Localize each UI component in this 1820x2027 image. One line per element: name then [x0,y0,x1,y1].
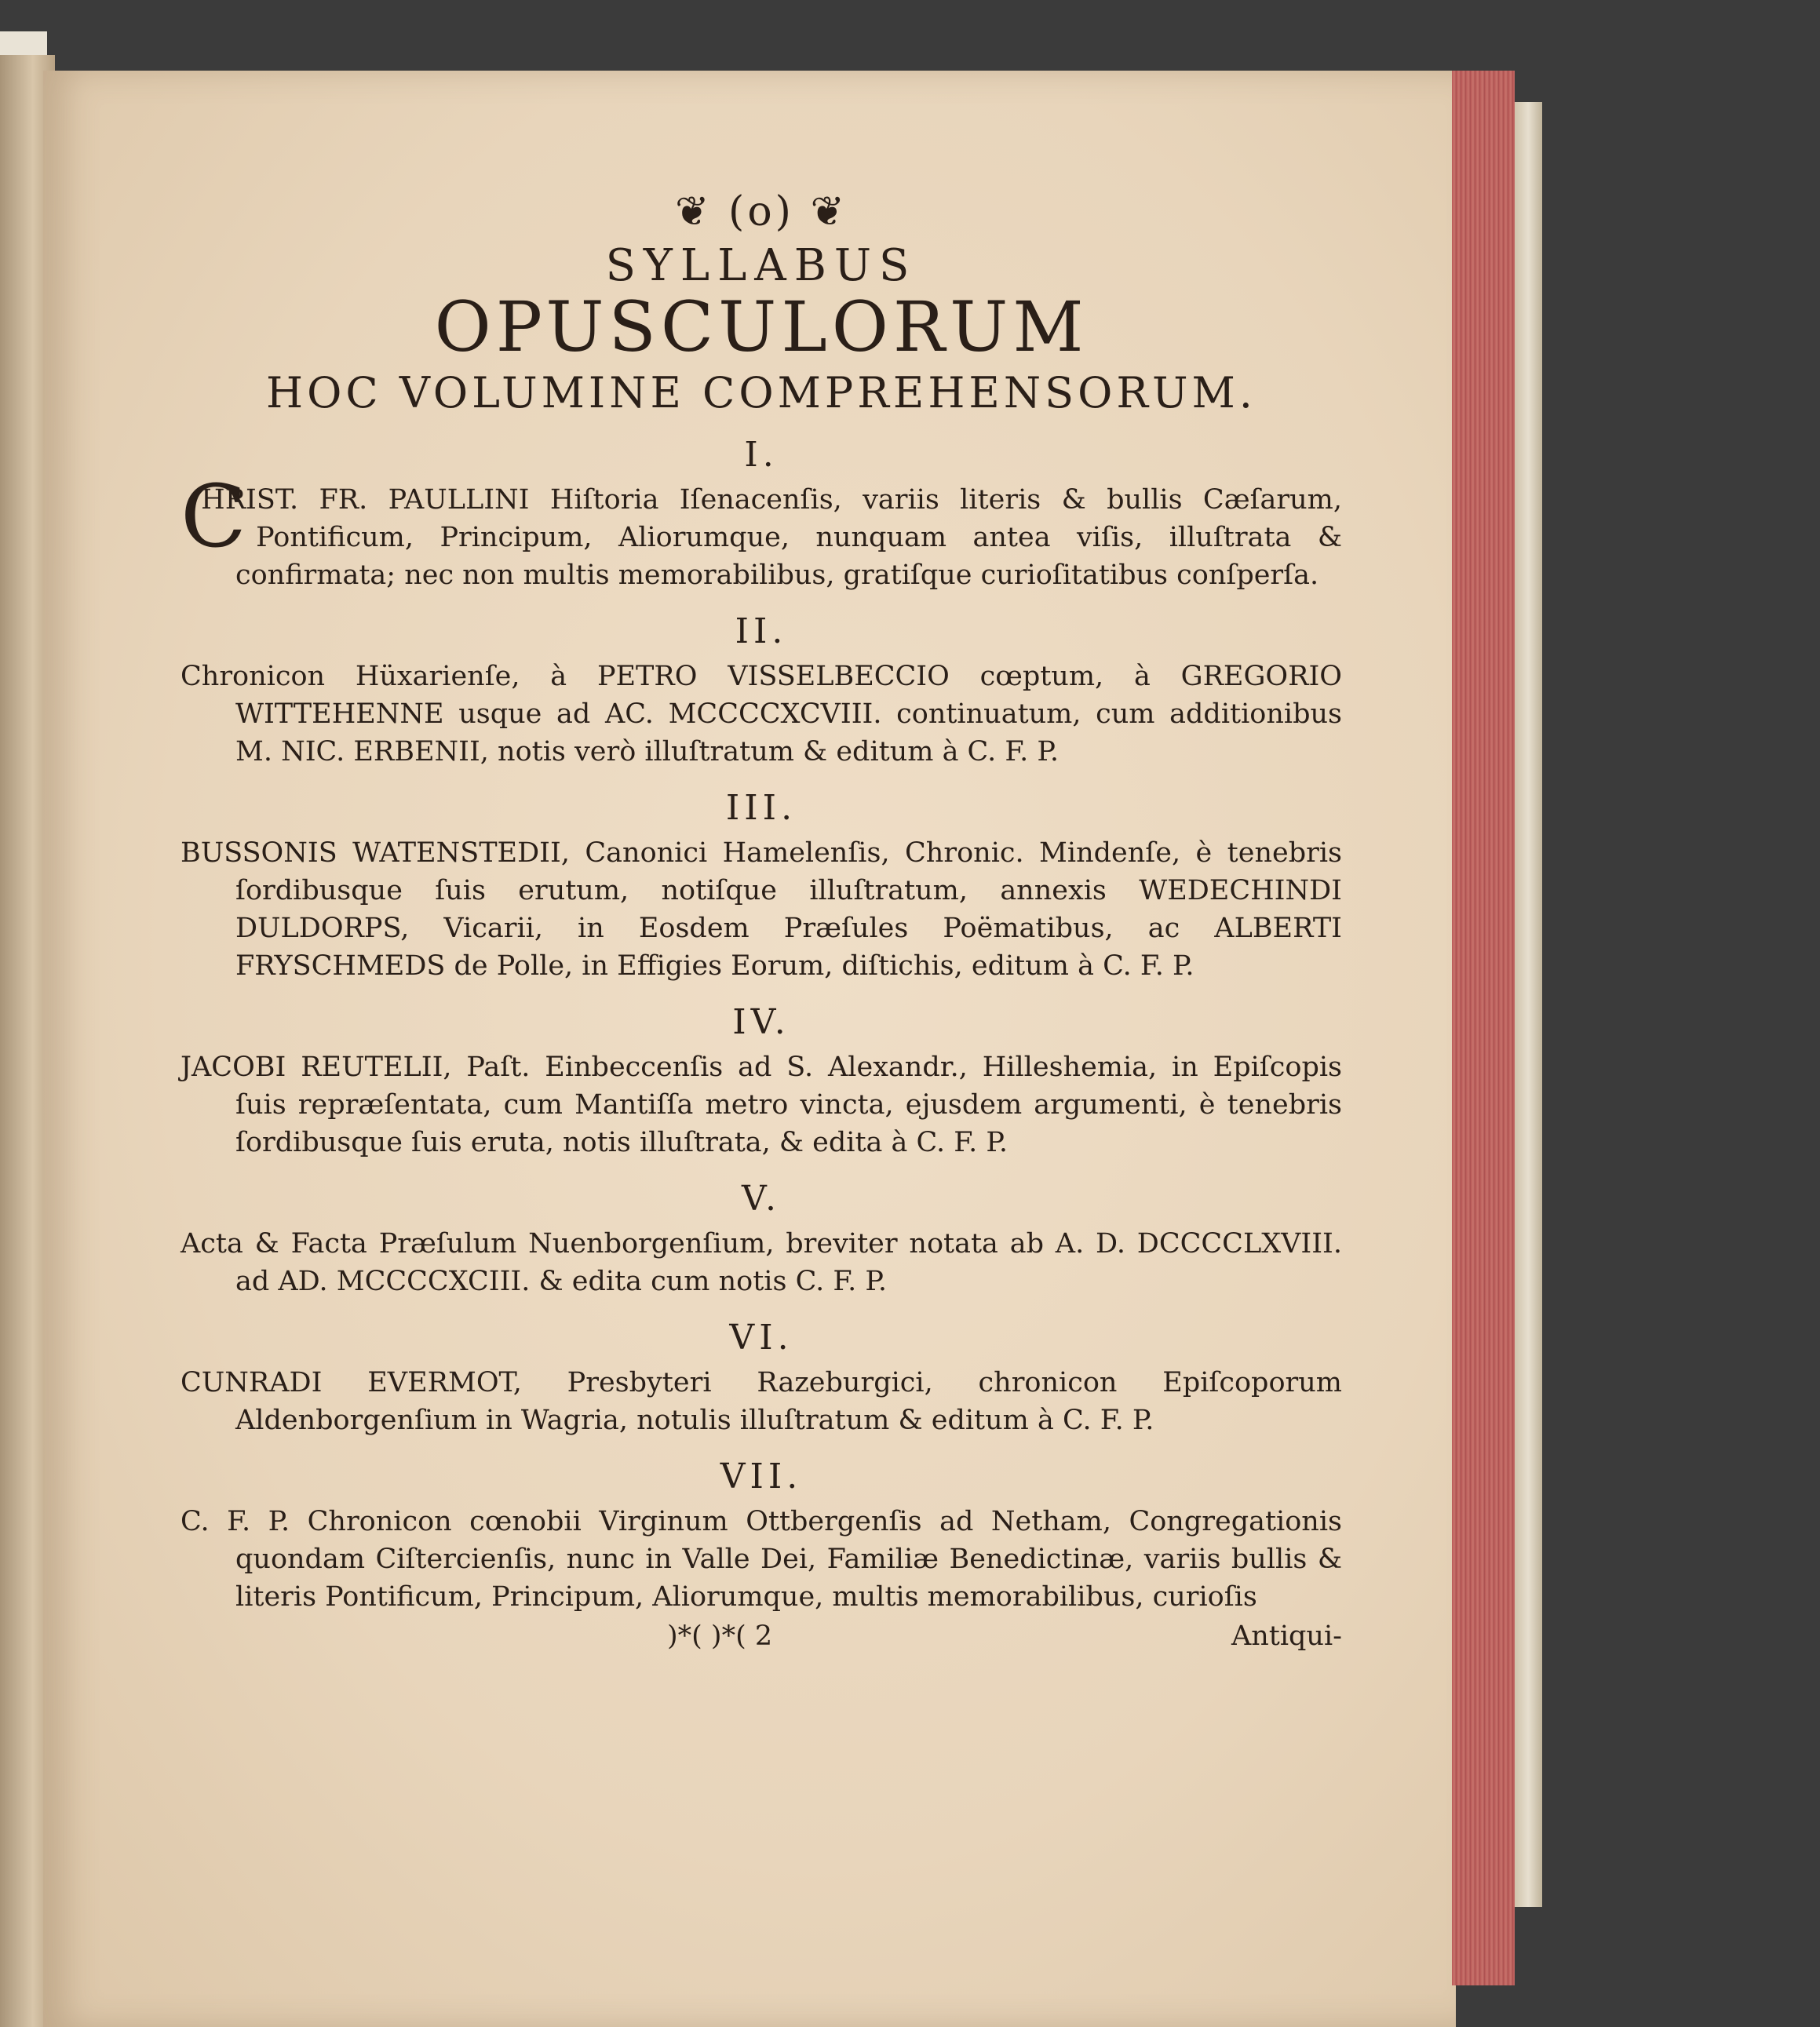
section-numeral: III. [725,788,797,829]
section-2 [181,611,1342,771]
section-numeral: VII. [720,1456,803,1497]
section-text: Acta & Facta Præſulum Nuenborgenſium, breviter notata ab A. D. DCCCCLXVIII. ad AD. MCCCCXCIII. & edita cum notis C. F. P. [181,1228,1342,1298]
back-cover [1515,102,1542,1907]
section-3 [181,788,1342,985]
section-text: JACOBI REUTELII, Paſt. Einbeccenſis ad S. Alexandr., Hilleshemia, in Epiſcopis ſuis repræſentata, cum Mantiſſa metro vincta, ejusdem argumenti, è tenebris ſordibusque ſuis eruta, notis illuſtrata, & edita à C. F. P. [181,1052,1342,1159]
section-numeral: IV. [732,1002,790,1043]
section-numeral: VI. [729,1318,793,1358]
header-ornament: ❦ (o) ❦ [674,188,848,235]
section-7 [181,1456,1342,1616]
title-opusculorum: OPUSCULORUM [434,286,1089,367]
section-text: CUNRADI EVERMOT, Presbyteri Razeburgici, chronicon Epiſcoporum Aldenborgenſium in Wagria, notulis illuſtratum & editum à C. F. P. [181,1367,1342,1437]
catchword: Antiqui- [1231,1621,1342,1653]
title-subtitle: HOC VOLUMINE COMPREHENSORUM. [266,368,1256,418]
page-footer [181,1621,1342,1652]
section-numeral: II. [735,611,788,652]
section-5 [181,1179,1342,1300]
section-6 [181,1318,1342,1439]
title-syllabus: SYLLABUS [605,240,917,291]
section-text: Chronicon Hüxarienſe, à PETRO VISSELBECCIO cœptum, à GREGORIO WITTEHENNE usque ad AC. MCCCCXCVIII. continuatum, cum additionibus M. NIC. ERBENII, notis verò illuſtratum & editum à C. F. P. [181,661,1342,768]
text-block [181,188,1342,1652]
section-text: CHRIST. FR. PAULLINI Hiſtoria Iſenacenſis, variis literis & bullis Cæſarum, Pontificum, Principum, Aliorumque, nunquam antea viſis, illuſtrata & confirmata; nec non multis memorabilibus, gratiſque curioſitatibus conſperſa. [181,466,1342,592]
page-edge [1452,71,1515,1985]
section-numeral: I. [744,435,779,476]
section-text: C. F. P. Chronicon cœnobii Virginum Ottbergenſis ad Netham, Congregationis quondam Ciſtercienſis, nunc in Valle Dei, Familiæ Benedictinæ, variis bullis & literis Pontificum, Principum, Aliorumque, multis memorabilibus, curioſis [181,1506,1342,1613]
signature-mark: )*( )*( 2 [667,1621,773,1653]
section-1 [181,435,1342,594]
section-numeral: V. [741,1179,782,1219]
section-text: BUSSONIS WATENSTEDII, Canonici Hamelenſis, Chronic. Mindenſe, è tenebris ſordibusque ſuis erutum, notiſque illuſtratum, annexis WEDECHINDI DULDORPS, Vicarii, in Eosdem Præſules Poëmatibus, ac ALBERTI FRYSCHMEDS de Polle, in Effigies Eorum, diſtichis, editum à C. F. P. [181,837,1342,983]
section-4 [181,1002,1342,1161]
